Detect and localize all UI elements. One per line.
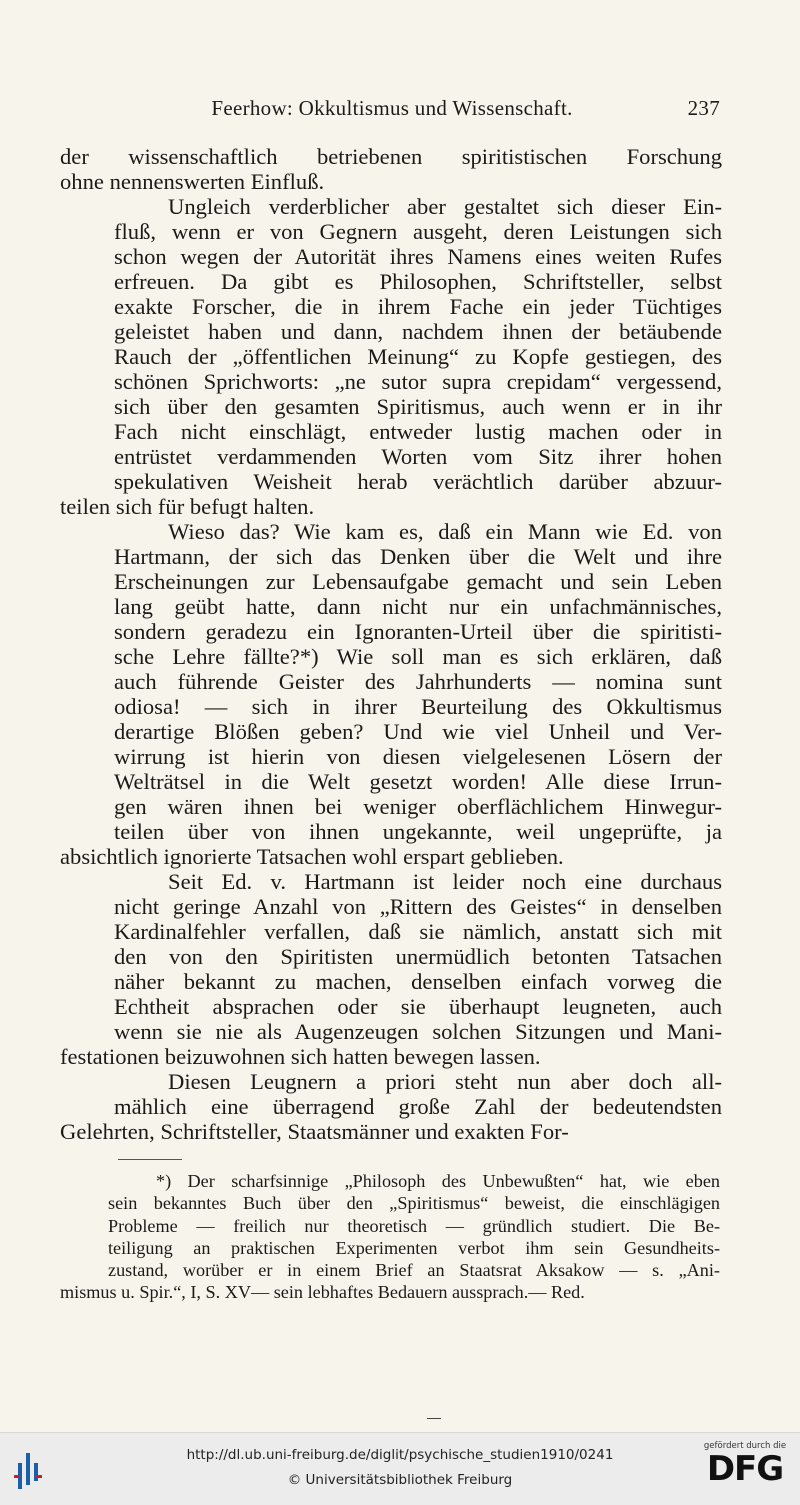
text-line: den von den Spiritisten unermüdlich betonten Tatsachen <box>114 944 722 969</box>
text-line: sche Lehre fällte?*) Wie soll man es sich erklären, daß <box>114 644 722 669</box>
footnote <box>60 1170 720 1304</box>
text-line: Gelehrten, Schriftsteller, Staatsmänner und exakten For- <box>60 1119 569 1144</box>
text-line: Diesen Leugnern a priori steht nun aber doch all- <box>168 1069 722 1094</box>
text-line: sondern geradezu ein Ignoranten-Urteil über die spiritisti- <box>114 619 722 644</box>
text-line: erfreuen. Da gibt es Philosophen, Schriftsteller, selbst <box>114 269 722 294</box>
footnote-line: sein bekanntes Buch über den „Spiritismus“ beweist, die einschlägigen <box>108 1193 720 1214</box>
footnote-paragraph <box>60 1170 720 1304</box>
footnote-line: Probleme — freilich nur theoretisch — gründlich studiert. Die Be- <box>108 1215 720 1236</box>
text-line: absichtlich ignorierte Tatsachen wohl erspart geblieben. <box>60 844 564 869</box>
copyright-notice: © Universitätsbibliothek Freiburg <box>287 1472 513 1488</box>
text-line: wirrung ist hierin von diesen vielgelesenen Lösern der <box>114 744 722 769</box>
text-line: derartige Blößen geben? Und wie viel Unheil und Ver- <box>114 719 722 744</box>
text-line: Hartmann, der sich das Denken über die Welt und ihre <box>114 544 722 569</box>
text-line: Fach nicht einschlägt, entweder lustig machen oder in <box>114 419 722 444</box>
text-line: mählich eine überragend große Zahl der bedeutendsten <box>114 1094 722 1119</box>
text-line: exakte Forscher, die in ihrem Fache ein jeder Tüchtiges <box>114 294 722 319</box>
paragraph <box>60 869 722 1069</box>
text-line: spekulativen Weisheit herab verächtlich darüber abzuur- <box>114 469 722 494</box>
text-line: gen wären ihnen bei weniger oberflächlichem Hinwegur- <box>114 794 722 819</box>
dfg-caption: gefördert durch die <box>703 1441 787 1451</box>
running-title: Feerhow: Okkultismus und Wissenschaft. <box>211 96 573 120</box>
text-line: Erscheinungen zur Lebensaufgabe gemacht und sein Leben <box>114 569 722 594</box>
permalink-url[interactable]: http://dl.ub.uni-freiburg.de/diglit/psychische_studien1910/0241 <box>186 1447 614 1463</box>
running-header <box>60 96 724 126</box>
text-line: entrüstet verdammenden Worten vom Sitz ihrer hohen <box>114 444 722 469</box>
text-line: Ungleich verderblicher aber gestaltet sich dieser Ein- <box>168 194 722 219</box>
footnote-line: mismus u. Spir.“, I, S. XV— sein lebhaftes Bedauern aussprach.— Red. <box>60 1282 585 1303</box>
text-line: auch führende Geister des Jahrhunderts — nomina sunt <box>114 669 722 694</box>
text-line: Seit Ed. v. Hartmann ist leider noch eine durchaus <box>168 869 722 894</box>
text-line: nicht geringe Anzahl von „Rittern des Geistes“ in denselben <box>114 894 722 919</box>
text-line: festationen beizuwohnen sich hatten bewegen lassen. <box>60 1044 541 1069</box>
text-line: fluß, wenn er von Gegnern ausgeht, deren Leistungen sich <box>114 219 722 244</box>
dfg-logo-text: DFG <box>706 1449 784 1489</box>
text-line: sich über den gesamten Spiritismus, auch wenn er in ihr <box>114 394 722 419</box>
footnote-line: teiligung an praktischen Experimenten verbot ihm sein Gesundheits- <box>108 1237 720 1258</box>
text-line: teilen über von ihnen ungekannte, weil ungeprüfte, ja <box>114 819 722 844</box>
viewer-footer <box>0 1432 800 1505</box>
text-line: ohne nennenswerten Einfluß. <box>60 169 325 194</box>
body-text <box>60 144 722 1144</box>
text-line: Echtheit absprachen oder sie überhaupt leugneten, auch <box>114 994 722 1019</box>
paragraph <box>60 144 722 194</box>
text-line: der wissenschaftlich betriebenen spiritistischen Forschung <box>60 144 722 169</box>
text-line: wenn sie nie als Augenzeugen solchen Sitzungen und Mani- <box>114 1019 722 1044</box>
text-line: Wieso das? Wie kam es, daß ein Mann wie Ed. von <box>168 519 722 544</box>
text-line: näher bekannt zu machen, denselben einfach vorweg die <box>114 969 722 994</box>
text-line: Kardinalfehler verfallen, daß sie nämlich, anstatt sich mit <box>114 919 722 944</box>
footnote-divider <box>118 1159 182 1160</box>
text-line: lang geübt hatte, dann nicht nur ein unfachmännisches, <box>114 594 722 619</box>
footnote-line: *) Der scharfsinnige „Philosoph des Unbewußten“ hat, wie eben <box>156 1171 720 1191</box>
text-line: Welträtsel in die Welt gesetzt worden! Alle diese Irrun- <box>114 769 722 794</box>
paragraph <box>60 194 722 519</box>
page-number: 237 <box>687 96 720 120</box>
text-line: schönen Sprichworts: „ne sutor supra crepidam“ vergessend, <box>114 369 722 394</box>
text-line: odiosa! — sich in ihrer Beurteilung des Okkultismus <box>114 694 722 719</box>
dfg-logo <box>702 1441 788 1501</box>
text-line: teilen sich für befugt halten. <box>60 494 315 519</box>
footnote-line: zustand, worüber er in einem Brief an Staatsrat Aksakow — s. „Ani- <box>108 1260 720 1281</box>
text-line: geleistet haben und dann, nachdem ihnen der betäubende <box>114 319 722 344</box>
paragraph <box>60 519 722 869</box>
paragraph <box>60 1069 722 1144</box>
text-line: schon wegen der Autorität ihres Namens eines weiten Rufes <box>114 244 722 269</box>
page-bottom-mark <box>427 1418 441 1419</box>
text-line: Rauch der „öffentlichen Meinung“ zu Kopfe gestiegen, des <box>114 344 722 369</box>
